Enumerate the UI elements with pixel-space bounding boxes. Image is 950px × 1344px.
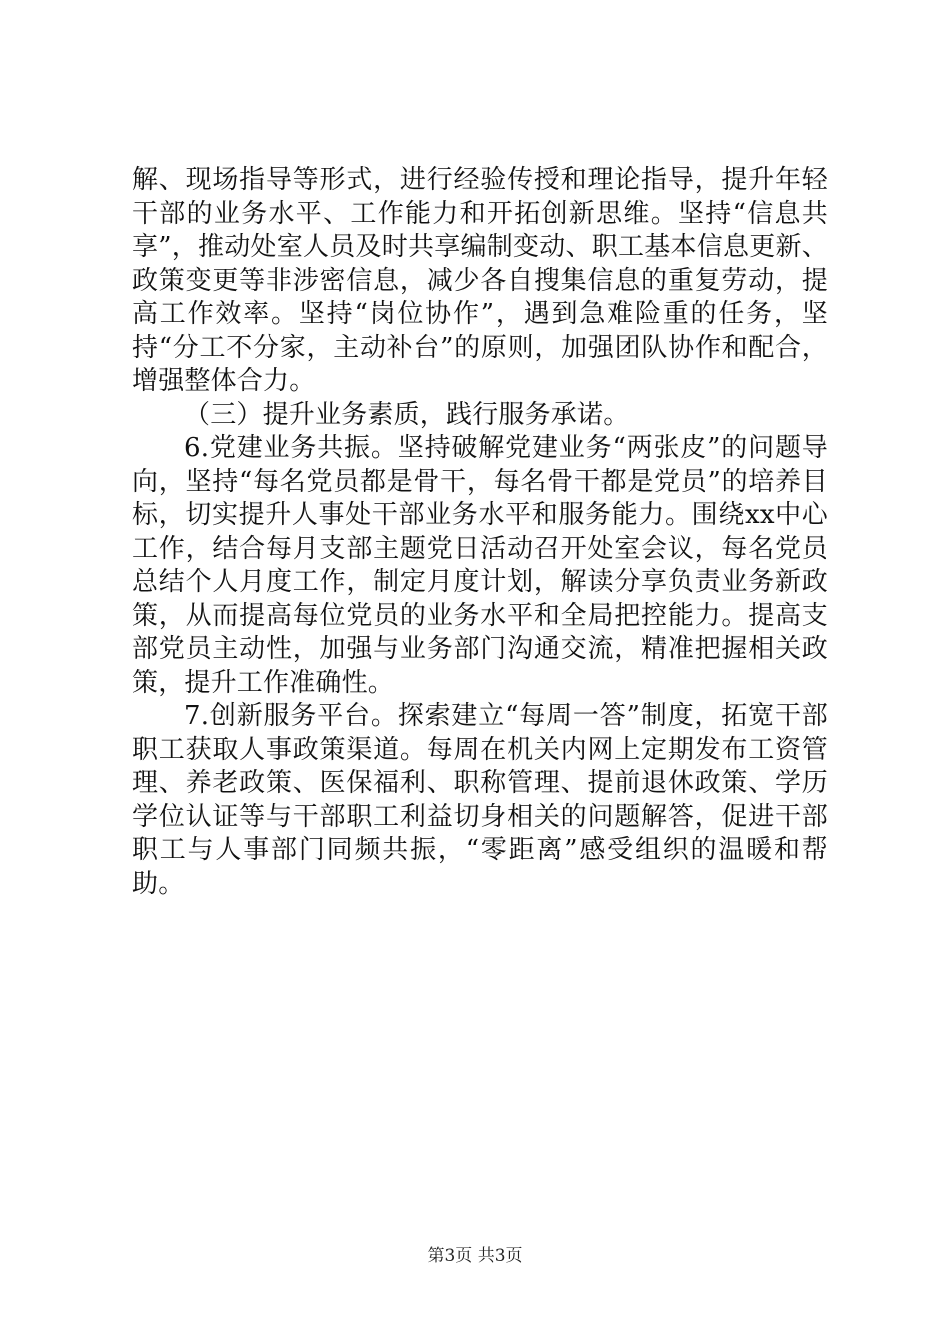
paragraph-item-7: 7.创新服务平台。探索建立“每周一答”制度，拓宽干部职工获取人事政策渠道。每周在机关内网上定期发布工资管理、养老政策、医保福利、职称管理、提前退休政策、学历学位认证等与干部职工利益切身相关的问题解答，促进干部职工与人事部门同频共振，“零距离”感受组织的温暖和帮助。 [132, 701, 828, 899]
paragraph-item-6: 6.党建业务共振。坚持破解党建业务“两张皮”的问题导向，坚持“每名党员都是骨干，每名骨干都是党员”的培养目标，切实提升人事处干部业务水平和服务能力。围绕xx中心工作，结合每月支部主题党日活动召开处室会议，每名党员总结个人月度工作，制定月度计划，解读分享负责业务新政策，从而提高每位党员的业务水平和全局把控能力。提高支部党员主动性，加强与业务部门沟通交流，精准把握相关政策，提升工作准确性。 [132, 433, 828, 698]
document-body [132, 164, 828, 901]
paragraph-continuation: 解、现场指导等形式，进行经验传授和理论指导，提升年轻干部的业务水平、工作能力和开拓创新思维。坚持“信息共享”，推动处室人员及时共享编制变动、职工基本信息更新、政策变更等非涉密信息，减少各自搜集信息的重复劳动，提高工作效率。坚持“岗位协作”，遇到急难险重的任务，坚持“分工不分家，主动补台”的原则，加强团队协作和配合，增强整体合力。 [132, 165, 828, 396]
page-footer: 第3页 共3页 [427, 1246, 523, 1266]
section-heading: （三）提升业务素质，践行服务承诺。 [184, 399, 630, 430]
